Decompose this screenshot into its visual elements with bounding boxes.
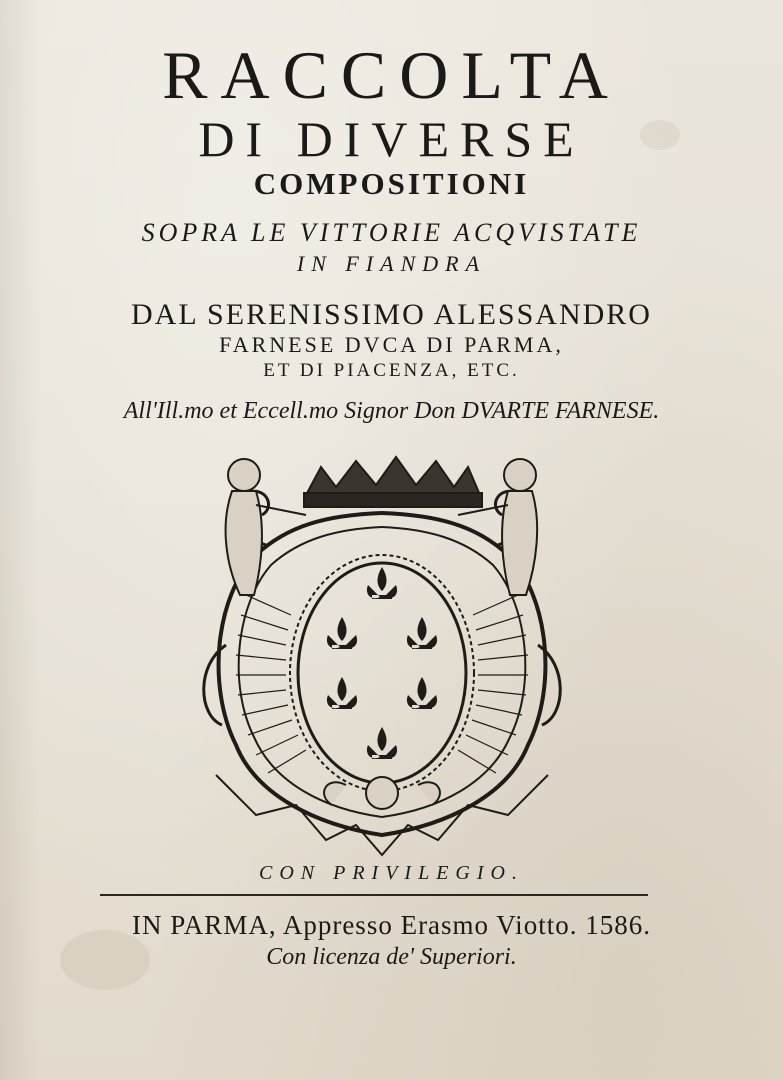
title-line-2: DI DIVERSE <box>198 111 585 167</box>
dedication-line-2: FARNESE DVCA DI PARMA, <box>219 332 564 357</box>
dedication-line-3: ET DI PIACENZA, ETC. <box>263 360 520 381</box>
dedication-line-1: DAL SERENISSIMO ALESSANDRO <box>131 298 652 331</box>
addressee-line: All'Ill.mo et Eccell.mo Signor Don DVARTE FARNESE. <box>123 398 660 424</box>
fleur-de-lis-icon <box>327 567 437 759</box>
privilege-line: CON PRIVILEGIO. <box>259 862 524 884</box>
title-line-3: COMPOSITIONI <box>253 166 530 201</box>
subtitle-line-2: IN FIANDRA <box>296 251 487 276</box>
title-line-1: RACCOLTA <box>162 37 621 113</box>
license-line: Con licenza de' Superiori. <box>266 944 517 970</box>
subtitle-line-1: SOPRA LE VITTORIE ACQVISTATE <box>141 218 642 247</box>
divider-rule <box>100 894 648 896</box>
coat-of-arms-icon <box>196 445 568 860</box>
imprint-line: IN PARMA, Appresso Erasmo Viotto. 1586. <box>132 910 651 940</box>
